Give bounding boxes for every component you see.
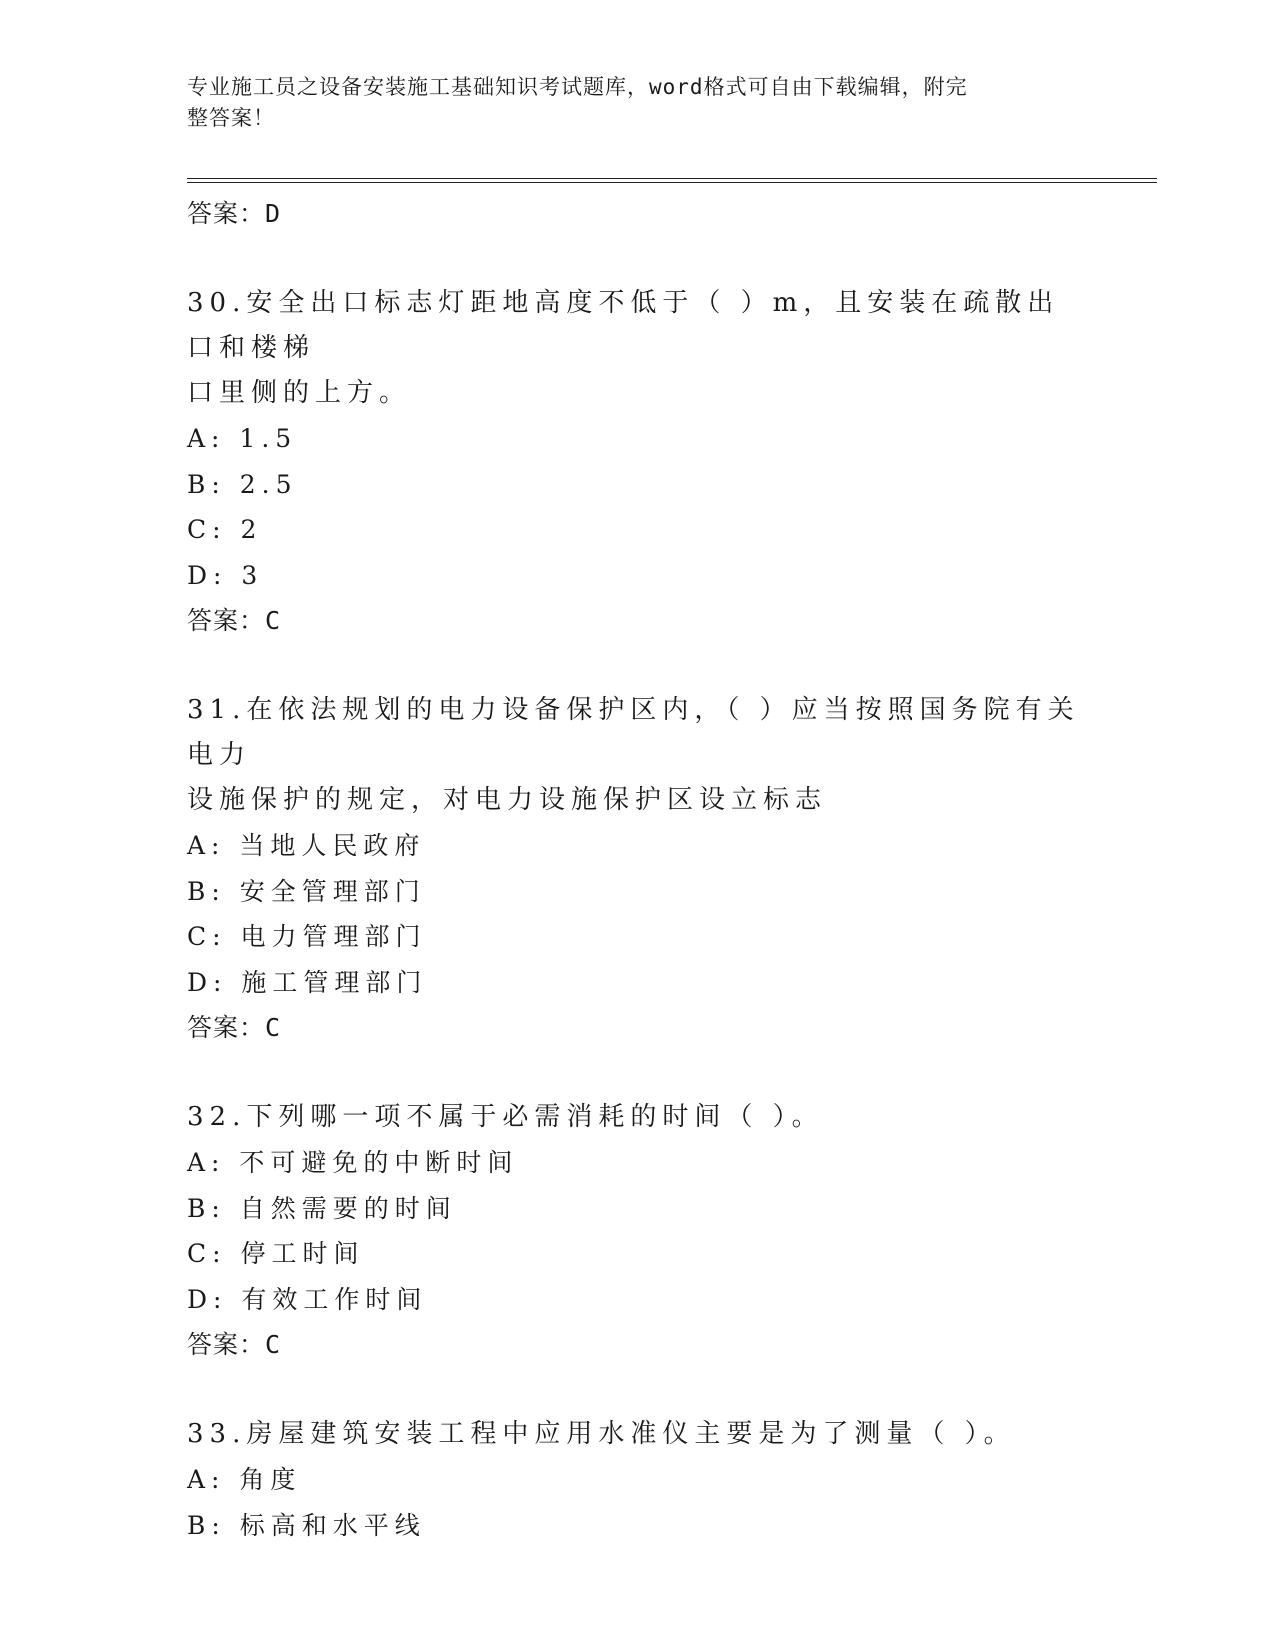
question-text: 33.房屋建筑安装工程中应用水准仪主要是为了测量（ ）。 <box>187 1419 1016 1449</box>
question-text-line-1: 31.在依法规划的电力设备保护区内，（ ）应当按照国务院有关电力 <box>187 695 1080 770</box>
option-b: B: 自然需要的时间 <box>187 1193 457 1223</box>
question-30 <box>187 281 1087 644</box>
option-b: B: 2.5 <box>187 469 298 499</box>
answer-label: 答案：C <box>187 1013 282 1042</box>
question-content <box>187 187 1087 1548</box>
option-a: A: 1.5 <box>187 424 298 453</box>
option-d: D: 有效工作时间 <box>187 1284 428 1314</box>
answer-label: 答案：C <box>187 1330 282 1359</box>
question-32 <box>187 1095 1087 1368</box>
question-text-line-2: 口里侧的上方。 <box>187 378 412 408</box>
question-31 <box>187 688 1087 1051</box>
question-33 <box>187 1412 1087 1548</box>
answer-label: 答案：D <box>187 199 282 228</box>
option-d: D: 施工管理部门 <box>187 967 428 997</box>
header-divider-bottom <box>187 182 1157 183</box>
option-a: A: 角度 <box>187 1465 302 1494</box>
option-b: B: 安全管理部门 <box>187 876 426 906</box>
header-divider-top <box>187 178 1157 179</box>
question-text-line-2: 设施保护的规定，对电力设施保护区设立标志 <box>187 785 828 815</box>
question-text <box>187 281 1087 416</box>
header-line-2: 整答案！ <box>187 106 275 130</box>
question-text <box>187 688 1087 823</box>
option-c: C: 停工时间 <box>187 1239 365 1268</box>
question-text-line-1: 30.安全出口标志灯距地高度不低于（ ）m，且安装在疏散出口和楼梯 <box>187 288 1060 363</box>
option-b: B: 标高和水平线 <box>187 1510 426 1540</box>
answer-label: 答案：C <box>187 606 282 635</box>
option-c: C: 2 <box>187 515 263 544</box>
option-d: D: 3 <box>187 560 264 590</box>
option-c: C: 电力管理部门 <box>187 922 427 951</box>
option-a: A: 当地人民政府 <box>187 831 426 860</box>
header-line-1: 专业施工员之设备安装施工基础知识考试题库，word格式可自由下载编辑，附完 <box>187 75 968 99</box>
document-header <box>187 72 1077 134</box>
option-a: A: 不可避免的中断时间 <box>187 1148 519 1177</box>
question-text: 32.下列哪一项不属于必需消耗的时间（ ）。 <box>187 1102 824 1132</box>
